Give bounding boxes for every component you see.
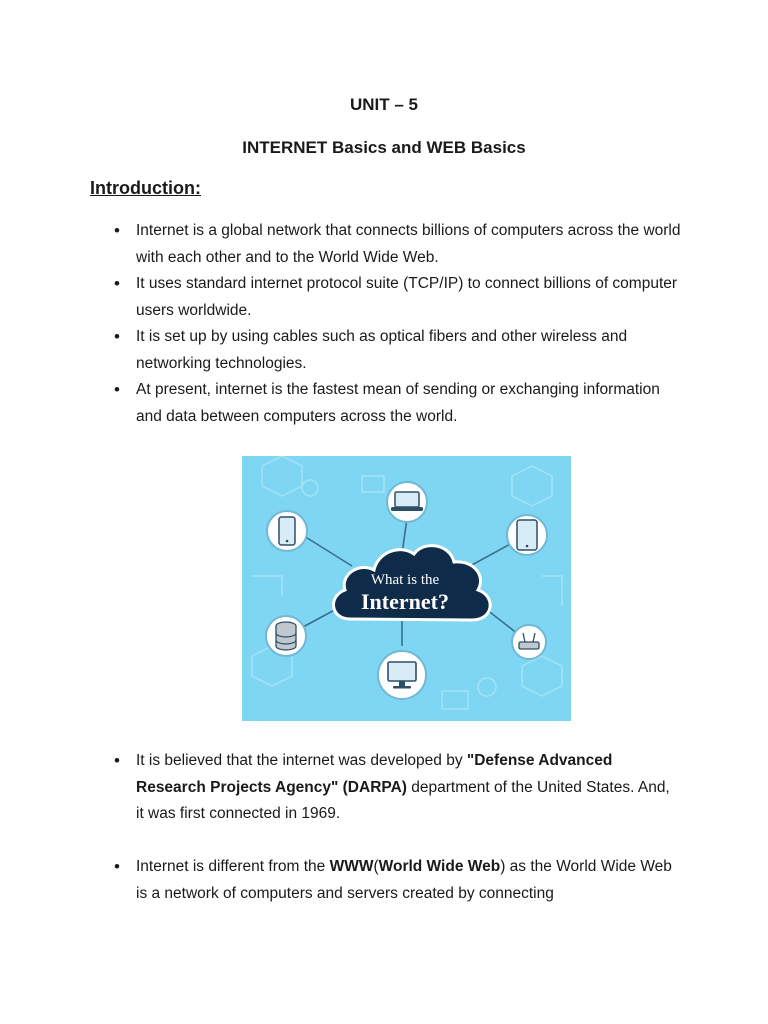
www-full-name: World Wide Web (378, 858, 501, 875)
list-item: • Internet is a global network that connects billions of computers across the world with each other and to the World Wide Web. (136, 218, 681, 271)
unit-title: UNIT – 5 (349, 95, 419, 114)
monitor-icon (378, 651, 426, 699)
darpa-text-2: department of the United States. And, it was first connected in 1969. (136, 778, 670, 822)
phone-icon (267, 511, 307, 551)
list-item: • It uses standard internet protocol suite (TCP/IP) to connect billions of computer users worldwide. (136, 271, 681, 324)
list-item (136, 748, 681, 828)
list-item (136, 854, 681, 907)
introduction-heading: Introduction: (90, 178, 201, 198)
darpa-text-1: It is believed that the internet was developed by (136, 752, 467, 769)
router-icon (512, 625, 546, 659)
figure-caption-line2: Internet? (361, 589, 449, 614)
list-item: • It is set up by using cables such as optical fibers and other wireless and networking technologies. (136, 324, 681, 377)
figure-caption-line1: What is the (370, 572, 440, 588)
introduction-list (136, 218, 681, 430)
document-subtitle: INTERNET Basics and WEB Basics (242, 138, 526, 157)
www-text-3: ) as the World Wide Web is a network of computers and servers created by connecting (136, 858, 672, 902)
www-acronym: WWW (329, 858, 374, 875)
darpa-agency-name: "Defense Advanced Research Projects Agency" (DARPA) (136, 752, 613, 796)
www-text-2: ( (373, 858, 379, 875)
darpa-list (136, 748, 681, 828)
internet-illustration (242, 456, 571, 721)
www-text-1: Internet is different from the (136, 858, 330, 875)
laptop-icon (387, 482, 427, 522)
database-icon (266, 616, 306, 656)
list-item: • At present, internet is the fastest mean of sending or exchanging information and data between computers across the world. (136, 377, 681, 430)
tablet-icon (507, 515, 547, 555)
www-list (136, 854, 681, 907)
